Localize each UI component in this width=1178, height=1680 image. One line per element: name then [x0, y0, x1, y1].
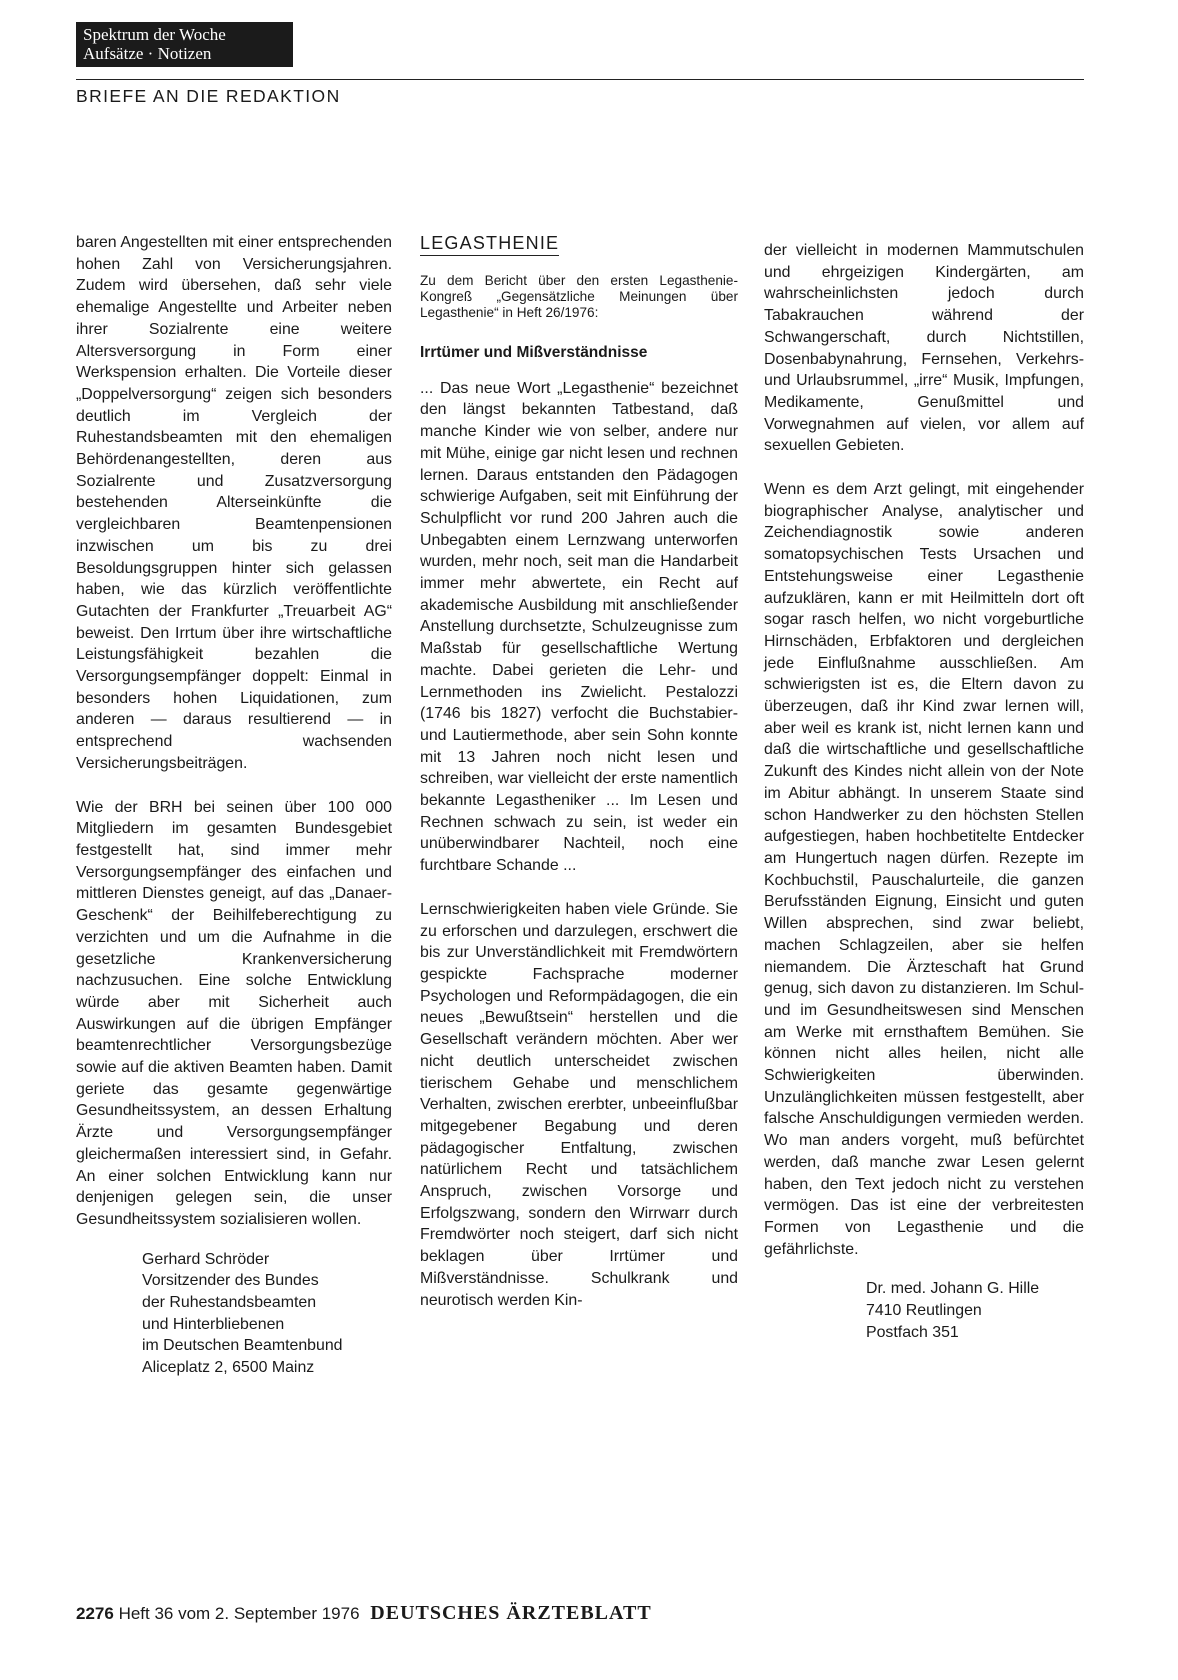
- letter2-paragraph-3: der vielleicht in modernen Mammutschulen und ehrgeizigen Kindergärten, am wahrscheinlichsten jedoch durch Tabakrauchen während der Schwangerschaft, durch Nichtstillen, Dosenbabynahrung, Fernsehen, Verkehrs- und Urlaubsrummel, „irre“ Musik, Impfungen, Medikamente, Genußmittel und Vorwegnahmen auf vielen, vor allem auf sexuellen Gebieten.: [764, 242, 1084, 455]
- column-3: [764, 240, 1084, 1343]
- letter1-paragraph-1: baren Angestellten mit einer entsprechenden hohen Zahl von Versicherungsjahren. Zudem wird übersehen, daß sehr viele ehemalige Angestellte und Arbeiter neben ihrer Sozialrente eine weitere Altersversorgung in Form einer Werkspension erhalten. Die Vorteile dieser „Doppelversorgung“ zeigen sich besonders deutlich im Vergleich der Ruhestandsbeamten mit den ehemaligen Behördenangestellten, deren aus Sozialrente und Zusatzversorgung bestehenden Alterseinkünfte die vergleichbaren Beamtenpensionen inzwischen um bis zu drei Besoldungsgruppen hinter sich gelassen haben, wie das kürzlich veröffentlichte Gutachten der Frankfurter „Treuarbeit AG“ beweist. Den Irrtum über ihre wirtschaftliche Leistungsfähigkeit bezahlen die Versorgungsempfänger doppelt: Einmal in besonders hohen Liquidationen, zum anderen — daraus resultierend — in entsprechend wachsenden Versicherungsbeiträgen.: [76, 234, 392, 772]
- letter2-signature: [866, 1278, 1084, 1343]
- signature-line: im Deutschen Beamtenbund: [142, 1337, 343, 1355]
- publication-name: DEUTSCHES ÄRZTEBLATT: [370, 1602, 652, 1624]
- signature-line: der Ruhestandsbeamten: [142, 1294, 317, 1312]
- article-heading: LEGASTHENIE: [420, 232, 559, 256]
- section-title: BRIEFE AN DIE REDAKTION: [76, 86, 341, 106]
- signature-line: Vorsitzender des Bundes: [142, 1272, 319, 1290]
- letter1-paragraph-2: Wie der BRH bei seinen über 100 000 Mitgliedern im gesamten Bundesgebiet festgestellt hat, sind immer mehr Versorgungsempfänger des einfachen und mittleren Dienstes geneigt, auf das „Danaer-Geschenk“ der Beihilfeberechtigung zu verzichten und um die Aufnahme in die gesetzliche Krankenversicherung nachzusuchen. Eine solche Entwicklung würde aber mit Sicherheit auch Auswirkungen auf die übrigen Empfänger beamtenrechtlicher Versorgungsbezüge sowie auf die aktiven Beamten haben. Damit geriete das gesamte gegenwärtige Gesundheitssystem, an dessen Erhaltung Ärzte und Versorgungsempfänger gleichermaßen interessiert sind, in Gefahr. An einer solchen Entwicklung kann nur denjenigen gelegen sein, die unser Gesundheitssystem sozialisieren wollen.: [76, 798, 392, 1228]
- column-2: [420, 232, 738, 1311]
- article-intro: Zu dem Bericht über den ersten Legasthenie-Kongreß „Gegensätzliche Meinungen über Legasthenie“ in Heft 26/1976:: [420, 273, 738, 320]
- signature-line: und Hinterbliebenen: [142, 1315, 285, 1333]
- page-number: 2276: [76, 1604, 114, 1623]
- signature-address: Postfach 351: [866, 1323, 959, 1341]
- header-rule: [76, 79, 1084, 80]
- section-label-line1: Spektrum der Woche: [83, 25, 226, 44]
- letter2-paragraph-1: ... Das neue Wort „Legasthenie“ bezeichnet den längst bekannten Tatbestand, daß manche Kinder wie von selber, andere nur mit Mühe, einige gar nicht lesen und rechnen lernen. Daraus entstanden den Pädagogen schwierige Aufgaben, seit mit Einführung der Schulpflicht vor rund 200 Jahren auch die Unbegabten einem Lernzwang unterworfen wurden, mehr noch, seit man die Handarbeit immer mehr abwertete, ein Recht auf akademische Ausbildung mit anschließender Anstellung durchsetzte, Schulzeugnisse zum Maßstab für gesellschaftliche Wertung machte. Dabei gerieten die Lehr- und Lernmethoden ins Zwielicht. Pestalozzi (1746 bis 1827) verfocht die Buchstabier- und Lautiermethode, aber sein Sohn konnte mit 13 Jahren noch nicht lesen und schreiben, war vielleicht der erste namentlich bekannte Legastheniker ... Im Lesen und Rechnen schwach zu sein, ist weder ein unüberwindbarer Nachteil, noch eine furchtbare Schande ...: [420, 379, 738, 875]
- letter1-signature: [142, 1249, 392, 1379]
- column-1: [76, 232, 392, 1379]
- letter2-paragraph-2: Lernschwierigkeiten haben viele Gründe. Sie zu erforschen und darzulegen, erschwert die bis zur Unverständlichkeit mit Fremdwörtern gespickte Fachsprache moderner Psychologen und Reformpädagogen, die ein neues „Bewußtsein“ herstellen und die Gesellschaft verändern möchten. Aber wer nicht deutlich unterscheidet zwischen tierischem Gehabe und menschlichem Verhalten, zwischen ererbter, unbeeinflußbar mitgegebener Begabung und deren pädagogischer Entfaltung, zwischen natürlichem Recht und tatsächlichem Anspruch, zwischen Vorsorge und Erfolgszwang, sondern den Wirrwarr durch Fremdwörter noch steigert, darf sich nicht beklagen über Irrtümer und Mißverständnisse. Schulkrank und neurotisch werden Kin-: [420, 900, 738, 1309]
- article-subheading: Irrtümer und Mißverständnisse: [420, 344, 648, 361]
- signature-address: Aliceplatz 2, 6500 Mainz: [142, 1359, 315, 1377]
- section-label-line2: Aufsätze · Notizen: [83, 44, 212, 63]
- issue-info: Heft 36 vom 2. September 1976: [118, 1604, 360, 1623]
- signature-line: 7410 Reutlingen: [866, 1302, 982, 1320]
- letter2-paragraph-4: Wenn es dem Arzt gelingt, mit eingehender biographischer Analyse, analytischer und Zeichendiagnostik sowie anderen somatopsychischen Tests Ursachen und Entstehungsweise einer Legasthenie aufzuklären, kann er mit Heilmitteln dort oft sogar rasch helfen, wo nicht vorgeburtliche Hirnschäden, Erbfaktoren und dergleichen jede Einflußnahme ausschließen. Am schwierigsten ist es, die Eltern davon zu überzeugen, daß ihr Kind zwar lernen will, aber weil es krank ist, nicht lernen kann und daß die wirtschaftliche und gesellschaftliche Zukunft des Kindes nicht allein von der Note im Abitur abhängt. In unserem Staate sind schon Handwerker zu den höchsten Stellen aufgestiegen, haben hochbetitelte Entdecker am Hungertuch nagen dürfen. Rezepte im Kochbuchstil, Pauschalurteile, die ganzen Berufsständen Eignung, Einsicht und guten Willen absprechen, sind zwar beliebt, machen Schlagzeilen, aber sie helfen niemandem. Die Ärzteschaft hat Grund genug, sich davon zu distanzieren. Im Schul- und im Gesundheitswesen sind Menschen am Werke mit ernsthaftem Bemühen. Sie können nicht alles heilen, nicht alle Schwierigkeiten überwinden. Unzulänglichkeiten müssen festgestellt, aber falsche Anschuldigungen vermieden werden. Wo man anders vorgeht, muß befürchtet werden, daß manche zwar Lesen gelernt haben, den Text jedoch nicht zu verstehen vermögen. Das ist eine der verbreitesten Formen von Legasthenie und die gefährlichste.: [764, 481, 1084, 1258]
- section-label-box: [76, 22, 293, 67]
- signature-name: Gerhard Schröder: [142, 1250, 270, 1268]
- page-footer: [76, 1602, 652, 1625]
- signature-name: Dr. med. Johann G. Hille: [866, 1280, 1040, 1298]
